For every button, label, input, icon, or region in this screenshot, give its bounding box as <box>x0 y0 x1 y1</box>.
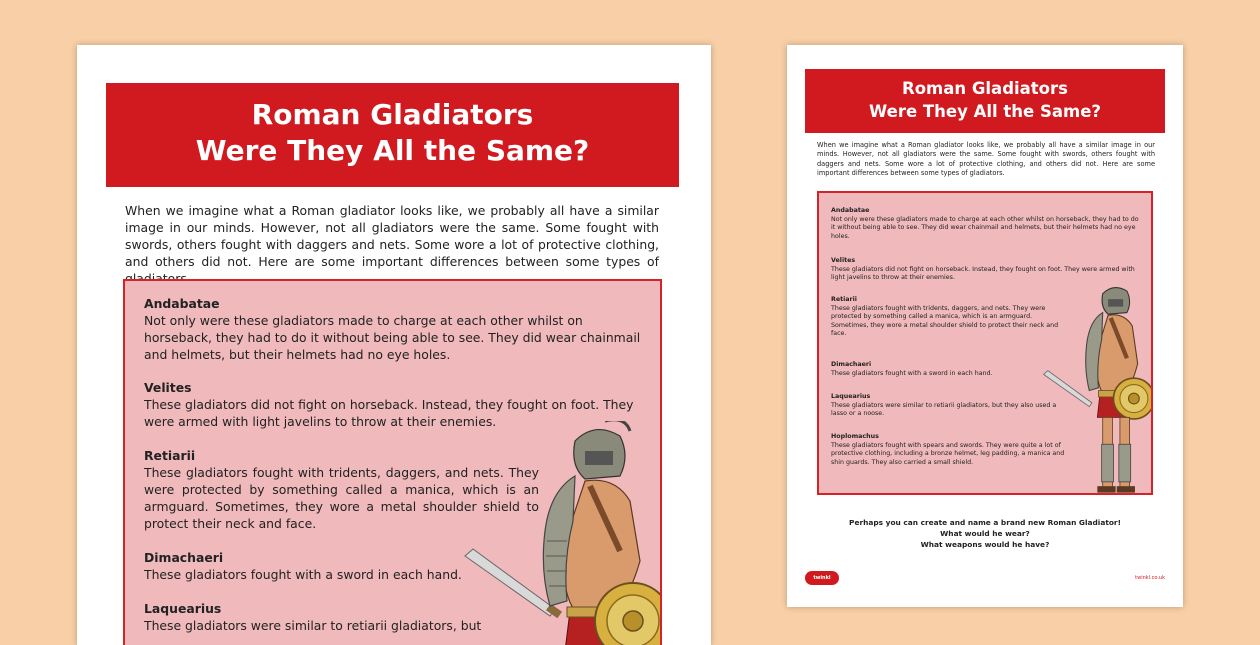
section-text: These gladiators were similar to retiarii gladiators, but <box>144 618 482 633</box>
section-title: Retiarii <box>831 296 857 303</box>
gladiator-types-box <box>817 191 1153 495</box>
section-text: These gladiators fought with tridents, daggers, and nets. They were protected by something called a manica, which is an armguard. Sometimes, they wore a metal shoulder shield to protect their neck and face. <box>144 465 539 531</box>
section-title: Laquearius <box>144 601 222 616</box>
footer-url: twinkl.co.uk <box>1135 575 1165 581</box>
section-laquearius <box>831 393 1071 419</box>
section-text: These gladiators were similar to retiarii gladiators, but they also used a lasso or a noose. <box>831 401 1057 417</box>
question-1: Perhaps you can create and name a brand new Roman Gladiator! <box>849 518 1121 527</box>
section-title: Velites <box>831 257 856 264</box>
section-text: These gladiators fought with a sword in each hand. <box>831 369 993 377</box>
intro-paragraph: When we imagine what a Roman gladiator looks like, we probably all have a similar image in our minds. However, not all gladiators were the same. Some fought with swords, others fought with daggers and nets. Some wore a lot of protective clothing, and others did not. Here are some important differences between some types of gladiators. <box>817 141 1155 177</box>
title-line-1: Roman Gladiators <box>902 79 1068 98</box>
gladiator-illustration <box>455 421 662 645</box>
section-andabatae <box>144 295 649 363</box>
title-banner <box>106 83 679 187</box>
section-text: These gladiators fought with tridents, daggers, and nets. They were protected by something called a manica, which is an armguard. Sometimes, they wore a metal shoulder shield to protect their neck and face. <box>831 304 1059 337</box>
section-velites <box>831 257 1141 283</box>
twinkl-logo: twinkl <box>805 571 839 585</box>
intro-paragraph: When we imagine what a Roman gladiator looks like, we probably all have a similar image in our minds. However, not all gladiators were the same. Some fought with swords, others fought with daggers and nets. Some wore a lot of protective clothing, and others did not. Here are some important differences between some types of <box>125 203 659 269</box>
section-hoplomachus <box>831 433 1071 467</box>
section-title: Dimachaeri <box>831 361 872 368</box>
worksheet-preview-small <box>787 45 1183 607</box>
section-text: Not only were these gladiators made to charge at each other whilst on horseback, they had to do it without being able to see. They did wear chainmail and helmets, but their helmets had no eye holes. <box>144 313 641 362</box>
title-line-1: Roman Gladiators <box>251 98 534 131</box>
section-dimachaeri <box>831 361 1071 378</box>
closing-questions <box>817 517 1153 550</box>
section-text: Not only were these gladiators made to charge at each other whilst on horseback, they had to do it without being able to see. They did wear chainmail and helmets, but their helmets had no eye holes. <box>831 215 1139 240</box>
worksheet-preview-large <box>77 45 711 645</box>
section-title: Andabatae <box>144 296 220 311</box>
section-retiarii <box>831 296 1071 339</box>
title-banner <box>805 69 1165 133</box>
section-title: Andabatae <box>831 207 870 214</box>
gladiator-illustration <box>1037 283 1153 495</box>
title-line-2: Were They All the Same? <box>869 102 1101 121</box>
section-title: Laquearius <box>831 393 871 400</box>
section-andabatae <box>831 207 1141 241</box>
section-title: Retiarii <box>144 448 196 463</box>
gladiator-types-box <box>123 279 662 645</box>
section-text: These gladiators fought with a sword in each hand. <box>144 567 462 582</box>
section-text: These gladiators did not fight on horseback. Instead, they fought on foot. They were armed with light javelins to throw at their enemies. <box>144 397 634 429</box>
section-title: Velites <box>144 380 192 395</box>
section-text: These gladiators did not fight on horseback. Instead, they fought on foot. They were armed with light javelins to throw at their enemies. <box>831 265 1135 281</box>
section-title: Dimachaeri <box>144 550 224 565</box>
title-line-2: Were They All the Same? <box>195 134 590 167</box>
section-title: Hoplomachus <box>831 433 879 440</box>
section-text: These gladiators fought with spears and swords. They were quite a lot of protective clothing, including a bronze helmet, leg padding, a manica and shin guards. They also carried a small shield. <box>831 441 1065 466</box>
question-3: What weapons would he have? <box>920 540 1050 549</box>
question-2: What would he wear? <box>940 529 1030 538</box>
